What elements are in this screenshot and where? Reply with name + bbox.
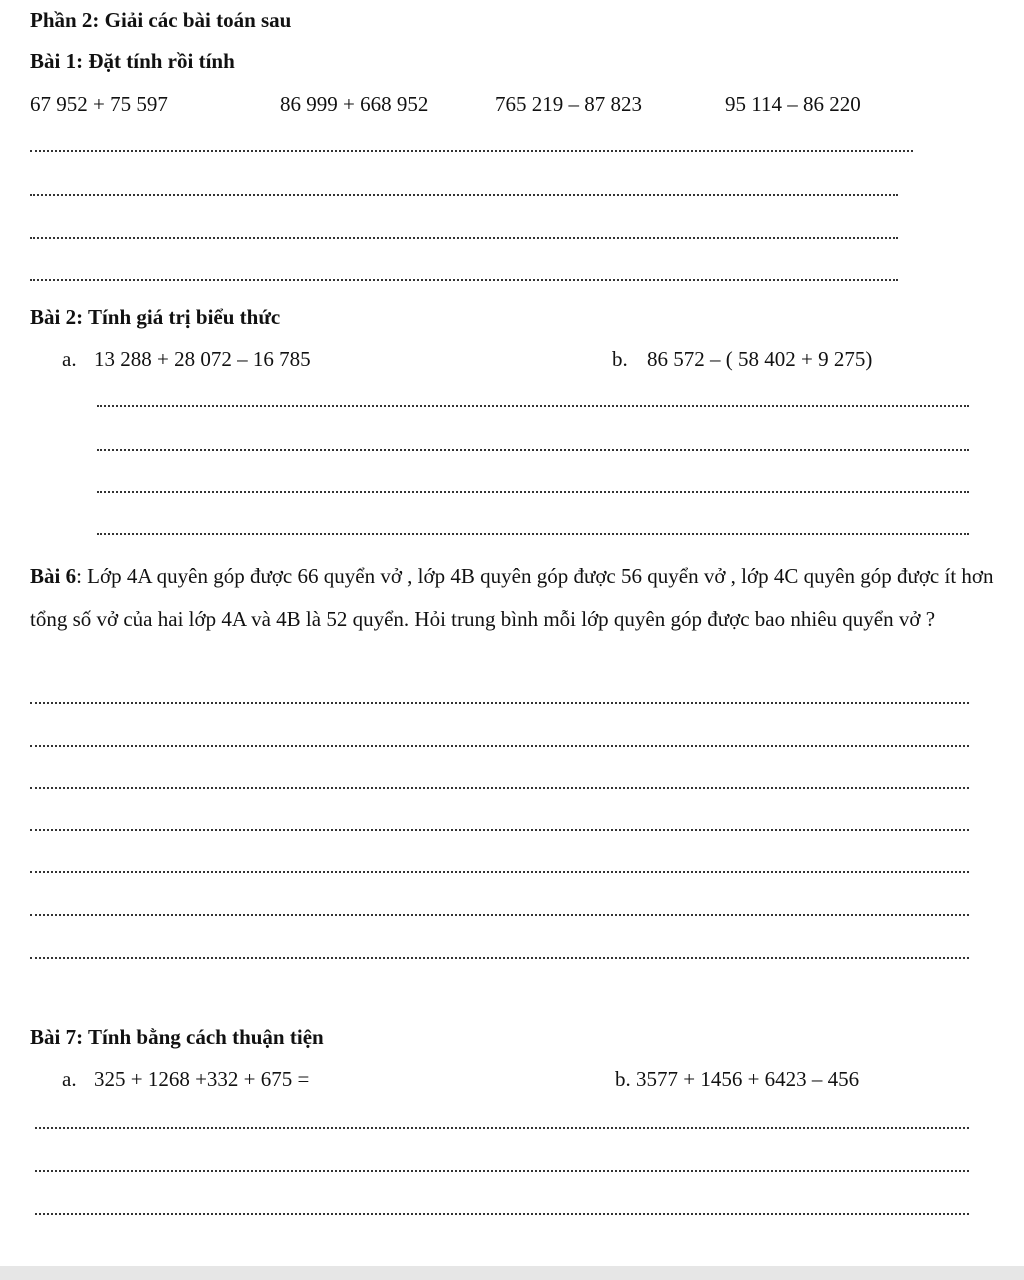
answer-line xyxy=(30,237,898,239)
page-bottom-edge xyxy=(0,1266,1024,1280)
bai1-item-2: 86 999 + 668 952 xyxy=(280,92,429,116)
answer-line xyxy=(97,405,969,407)
answer-line xyxy=(30,745,969,747)
bai7-b-expression: b. 3577 + 1456 + 6423 – 456 xyxy=(615,1067,860,1091)
answer-line xyxy=(30,787,969,789)
bai1-title: Bài 1: Đặt tính rồi tính xyxy=(30,49,235,73)
answer-line xyxy=(30,829,969,831)
bai7-a-expression: 325 + 1268 +332 + 675 = xyxy=(94,1067,310,1091)
answer-line xyxy=(30,194,898,196)
bai2-a-label: a. xyxy=(62,347,77,371)
answer-line xyxy=(30,279,898,281)
answer-line xyxy=(97,491,969,493)
answer-line xyxy=(97,449,969,451)
bai7-a-label: a. xyxy=(62,1067,77,1091)
bai6-text: : Lớp 4A quyên góp được 66 quyển vở , lớp 4B quyên góp được 56 quyển vở , lớp 4C quyên góp được ít hơn tổng số vở của hai lớp 4A và 4B là 52 quyển. Hỏi trung bình mỗi lớp quyên góp được bao nhiêu quyển vở ? xyxy=(30,564,994,631)
bai2-b-expression: 86 572 – ( 58 402 + 9 275) xyxy=(647,347,873,371)
answer-line xyxy=(30,702,969,704)
section-title: Phần 2: Giải các bài toán sau xyxy=(30,8,292,32)
bai1-item-3: 765 219 – 87 823 xyxy=(495,92,642,116)
bai6-problem xyxy=(30,555,1005,641)
bai6-title: Bài 6 xyxy=(30,564,77,588)
bai7-title: Bài 7: Tính bằng cách thuận tiện xyxy=(30,1025,324,1049)
answer-line xyxy=(30,914,969,916)
bai2-b-label: b. xyxy=(612,347,628,371)
bai1-item-4: 95 114 – 86 220 xyxy=(725,92,861,116)
bai2-title: Bài 2: Tính giá trị biểu thức xyxy=(30,305,281,329)
answer-line xyxy=(30,150,913,152)
answer-line xyxy=(35,1127,969,1129)
answer-line xyxy=(35,1213,969,1215)
answer-line xyxy=(30,957,969,959)
bai2-a-expression: 13 288 + 28 072 – 16 785 xyxy=(94,347,311,371)
bai1-item-1: 67 952 + 75 597 xyxy=(30,92,168,116)
answer-line xyxy=(35,1170,969,1172)
answer-line xyxy=(97,533,969,535)
answer-line xyxy=(30,871,969,873)
